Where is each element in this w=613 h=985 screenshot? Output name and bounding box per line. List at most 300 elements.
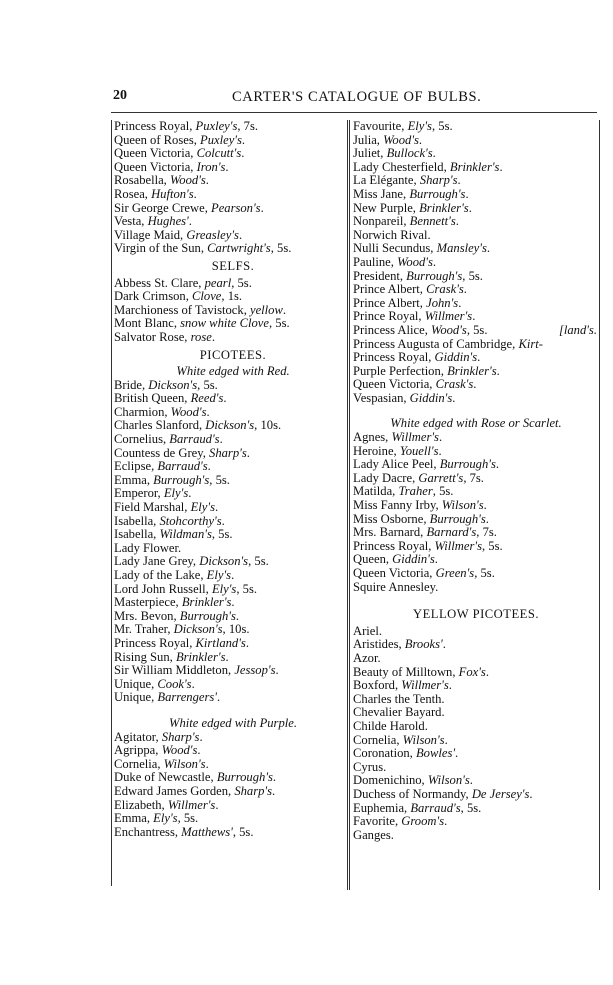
list-item	[353, 458, 599, 472]
grower-name: Burrough's	[429, 511, 486, 526]
grower-name: Puxley's	[195, 119, 238, 133]
variety-name: Unique,	[114, 690, 158, 705]
variety-name: Rosabella,	[114, 173, 170, 188]
grower-name: Bullock's	[386, 146, 433, 161]
list-item	[353, 365, 599, 379]
price: .	[272, 770, 277, 785]
variety-name: Favourite,	[353, 119, 408, 133]
price: .	[191, 676, 195, 691]
price: .	[444, 814, 448, 829]
grower-name: Ely's	[163, 486, 189, 501]
variety-name: Matilda,	[353, 484, 399, 499]
list-item	[353, 638, 599, 652]
variety-name: Prince Albert,	[353, 282, 427, 297]
price: .	[272, 783, 276, 798]
variety-name: Isabella,	[114, 513, 160, 528]
list-item	[353, 679, 599, 693]
list-item	[353, 202, 599, 216]
left-column	[111, 120, 352, 886]
list-item	[353, 310, 599, 324]
variety-name: Ganges.	[353, 827, 394, 842]
variety-name: Beauty of Milltown,	[353, 664, 459, 679]
list-item	[114, 147, 352, 161]
list-item	[353, 802, 599, 816]
list-item	[353, 188, 599, 202]
variety-name: Domenichino,	[353, 773, 428, 788]
variety-name: Unique,	[114, 676, 158, 691]
list-item	[353, 553, 599, 567]
variety-name: Lady of the Lake,	[114, 568, 207, 582]
price: .	[241, 146, 245, 161]
list-item	[353, 693, 599, 707]
list-item	[353, 567, 599, 581]
grower-name: Ely's	[407, 119, 432, 133]
price: .	[225, 159, 229, 174]
price: .	[529, 786, 533, 801]
price: .	[448, 678, 452, 693]
grower-name: Willmer's	[401, 678, 449, 693]
variety-name: Village Maid,	[114, 227, 187, 242]
list-item	[114, 731, 352, 745]
grower-name: Wood's	[170, 404, 207, 419]
price: , 5s.	[231, 275, 252, 290]
spacer	[353, 405, 599, 415]
price: .	[193, 186, 197, 201]
grower-name: Burrough's	[439, 457, 496, 472]
list-item	[353, 324, 599, 338]
list-item	[353, 581, 599, 595]
price: .	[457, 173, 461, 188]
price: .	[282, 302, 287, 317]
variety-name: Dark Crimson,	[114, 289, 193, 304]
list-item	[114, 528, 352, 542]
price: .	[245, 635, 249, 650]
grower-name: Ely's	[211, 581, 237, 596]
list-item	[114, 691, 352, 705]
variety-name: Coronation,	[353, 746, 416, 761]
price: .	[207, 459, 211, 474]
spacer	[353, 594, 599, 604]
variety-name: Vesta,	[114, 214, 148, 229]
variety-name: Cyrus.	[353, 759, 387, 774]
list-item	[353, 761, 599, 775]
price: .	[241, 132, 246, 147]
list-item	[114, 799, 352, 813]
variety-name: Pauline,	[353, 254, 398, 269]
variety-name: Mr. Traher,	[114, 622, 174, 637]
list-item	[353, 788, 599, 802]
variety-name: Lady Flower.	[114, 540, 182, 555]
grower-name: Crask's	[435, 377, 474, 392]
list-item	[114, 826, 352, 840]
grower-name: Brinkler's	[181, 595, 232, 610]
list-item	[114, 487, 352, 501]
list-item	[353, 513, 599, 527]
grower-name: Iron's	[196, 159, 226, 174]
grower-name: Kirtland's	[195, 635, 246, 650]
grower-name: Wood's	[431, 322, 467, 337]
variety-name: Virgin of the Sun,	[114, 241, 208, 256]
variety-name: Lord John Russell,	[114, 581, 212, 596]
variety-name: Prince Royal,	[353, 309, 425, 324]
variety-name: Princess Royal,	[353, 350, 435, 365]
grower-name: Dickson's	[205, 418, 255, 433]
variety-name: Agnes,	[353, 430, 392, 445]
grower-name: Hufton's	[151, 186, 194, 201]
grower-name: Mansley's	[436, 241, 487, 256]
variety-name: Lady Jane Grey,	[114, 554, 200, 569]
grower-name: Hughes'	[147, 214, 189, 229]
price: .	[452, 390, 456, 405]
price: .	[486, 241, 491, 256]
variety-name: Nulli Secundus,	[353, 241, 437, 256]
variety-name: Cornelia,	[114, 756, 164, 771]
variety-name: Julia,	[353, 132, 384, 147]
list-item	[114, 392, 352, 406]
list-item	[353, 747, 599, 761]
grower-name: Jessop's	[234, 663, 276, 678]
grower-name: Cook's	[157, 676, 192, 691]
grower-name: Groom's	[401, 814, 445, 829]
list-item	[114, 744, 352, 758]
variety-name: Duke of Newcastle,	[114, 770, 217, 785]
price: .	[275, 663, 279, 678]
list-item	[353, 161, 599, 175]
list-item	[353, 720, 599, 734]
variety-name: Nonpareil,	[353, 214, 410, 229]
grower-name: John's	[426, 295, 459, 310]
list-item	[114, 120, 352, 134]
list-item	[353, 134, 599, 148]
variety-name: Enchantress,	[114, 824, 182, 839]
price: .	[438, 430, 443, 445]
list-item	[114, 623, 352, 637]
list-item	[114, 277, 352, 291]
grower-name: Sharp's	[234, 783, 272, 798]
price: .	[455, 746, 459, 761]
list-item	[114, 555, 352, 569]
grower-name: Wood's	[161, 743, 198, 758]
variety-name: Sir William Middleton,	[114, 663, 235, 678]
list-item	[353, 706, 599, 720]
price: .	[188, 214, 192, 229]
price: .	[216, 690, 221, 705]
variety-name: Lady Dacre,	[353, 470, 419, 485]
list-item	[353, 829, 599, 843]
grower-name: Fox's	[458, 664, 486, 679]
variety-name: Miss Jane,	[353, 186, 410, 201]
list-item	[353, 174, 599, 188]
list-item	[353, 392, 599, 406]
variety-name: New Purple,	[353, 200, 420, 215]
list-item	[114, 447, 352, 461]
list-item	[353, 297, 599, 311]
price: .	[463, 282, 467, 297]
grower-name: Brinkler's	[175, 649, 226, 664]
list-item	[114, 215, 352, 229]
variety-name: Boxford,	[353, 678, 402, 693]
list-item	[114, 331, 352, 345]
price: .	[231, 595, 235, 610]
variety-name: Cornelia,	[353, 732, 403, 747]
variety-name: Mrs. Barnard,	[353, 525, 427, 540]
continuation-note: [land's.	[558, 322, 597, 337]
right-column	[347, 120, 600, 890]
grower-name: Wilson's	[402, 732, 445, 747]
variety-name: Agitator,	[114, 729, 162, 744]
variety-name: British Queen,	[114, 391, 191, 406]
spacer	[114, 705, 352, 715]
variety-name: Cornelius,	[114, 432, 170, 447]
price: .	[499, 159, 503, 174]
variety-name: Lady Chesterfield,	[353, 159, 450, 174]
list-item	[114, 771, 352, 785]
price: , 5s.	[431, 119, 453, 133]
variety-name: Chevalier Bayard.	[353, 705, 445, 720]
price: , 10s.	[254, 418, 282, 433]
price: .	[215, 500, 219, 515]
list-item	[114, 134, 352, 148]
section-heading: YELLOW PICOTEES.	[413, 607, 539, 622]
variety-name: Miss Fanny Irby,	[353, 498, 442, 513]
grower-name: Barrengers'	[157, 690, 217, 705]
variety-name: Salvator Rose,	[114, 329, 191, 344]
list-item	[353, 445, 599, 459]
list-item	[114, 583, 352, 597]
list-item	[114, 202, 352, 216]
variety-name: Rising Sun,	[114, 649, 176, 664]
list-item	[353, 120, 599, 134]
grower-name: Ely's	[153, 811, 178, 826]
list-item	[114, 242, 352, 256]
price: , 7s.	[463, 470, 484, 485]
price: .	[219, 432, 223, 447]
price: , 5s.	[474, 566, 495, 580]
grower-name: Willmer's	[167, 797, 216, 812]
price: , 5s.	[232, 824, 254, 839]
variety-name: Queen,	[353, 552, 393, 567]
variety-name: Princess Alice,	[353, 322, 431, 337]
list-item	[353, 734, 599, 748]
grower-name: Burrough's	[409, 186, 466, 201]
variety-name: Princess Royal,	[353, 538, 435, 553]
list-item	[353, 283, 599, 297]
list-item	[353, 540, 599, 554]
grower-name: Wilson's	[163, 756, 206, 771]
list-item	[353, 229, 599, 243]
grower-name: Cartwright's	[207, 241, 271, 256]
list-item	[353, 338, 599, 352]
price: .	[485, 511, 489, 526]
grower-name: Green's	[435, 566, 475, 580]
grower-name: Wood's	[397, 254, 433, 269]
list-item	[353, 351, 599, 365]
price: , 7s.	[237, 119, 259, 133]
price: .	[458, 295, 462, 310]
variety-name: Charles Slanford,	[114, 418, 206, 433]
list-item	[353, 215, 599, 229]
grower-name: Ely's	[206, 568, 232, 582]
variety-name: Duchess of Normandy,	[353, 786, 472, 801]
list-item	[114, 474, 352, 488]
variety-name: Mont Blanc,	[114, 316, 181, 331]
price: .	[205, 756, 209, 771]
price: .	[469, 773, 473, 788]
variety-name: Sir George Crewe,	[114, 200, 211, 215]
list-item	[353, 472, 599, 486]
list-item	[114, 379, 352, 393]
grower-name: De Jersey's	[471, 786, 530, 801]
grower-name: Burrough's	[406, 268, 463, 283]
variety-name: Emma,	[114, 811, 154, 826]
grower-name: Ely's	[190, 500, 215, 515]
grower-name: Puxley's	[200, 132, 242, 147]
list-item	[114, 651, 352, 665]
variety-name: Abbess St. Clare,	[114, 275, 205, 290]
price: , 5s.	[236, 581, 257, 596]
list-item	[353, 431, 599, 445]
price: .	[496, 363, 500, 378]
price: , 5s.	[462, 268, 483, 283]
price: .	[206, 404, 210, 419]
list-item	[353, 147, 599, 161]
variety-name: Emperor,	[114, 486, 164, 501]
list-item	[114, 304, 352, 318]
grower-name: Stohcorthy's	[159, 513, 222, 528]
price: , 5s.	[270, 241, 292, 256]
price: , 1s.	[221, 289, 243, 304]
price: .	[418, 132, 423, 147]
price: , 5s.	[432, 484, 454, 499]
grower-name: Garrett's	[418, 470, 464, 485]
variety-name: Elizabeth,	[114, 797, 168, 812]
price: , 5s.	[248, 554, 269, 569]
list-item	[353, 256, 599, 270]
list-item	[114, 419, 352, 433]
grower-name: Pearson's	[211, 200, 261, 215]
price: .	[432, 146, 436, 161]
variety-name: Ariel.	[353, 623, 383, 638]
price: .	[472, 309, 476, 324]
variety-name: Aristides,	[353, 637, 405, 652]
list-item	[114, 174, 352, 188]
section-heading: SELFS.	[211, 258, 255, 273]
variety-name: Agrippa,	[114, 743, 162, 758]
grower-name: Burrough's	[216, 770, 273, 785]
variety-name: Favorite,	[353, 814, 402, 829]
page-title: CARTER'S CATALOGUE OF BULBS.	[232, 89, 482, 105]
grower-name: Sharp's	[161, 729, 200, 744]
price: .	[483, 498, 487, 513]
variety-name: Azor.	[353, 650, 381, 665]
price: .	[215, 797, 219, 812]
price: .	[495, 457, 499, 472]
price: .	[231, 568, 235, 582]
variety-name: Queen Victoria,	[114, 159, 197, 174]
variety-name: Princess Royal,	[114, 119, 196, 133]
list-item	[353, 815, 599, 829]
list-item	[114, 664, 352, 678]
grower-name: Giddin's	[392, 552, 435, 567]
list-item	[353, 378, 599, 392]
price: .	[246, 445, 250, 460]
list-item	[114, 569, 352, 583]
variety-name: Juliet,	[353, 146, 387, 161]
grower-name: Brinkler's	[449, 159, 500, 174]
variety-name: Isabella,	[114, 527, 160, 542]
price: .	[188, 486, 192, 501]
price: .	[235, 608, 240, 623]
grower-name: Brinkler's	[419, 200, 469, 215]
grower-name: Wilson's	[441, 498, 484, 513]
price: , 7s.	[476, 525, 497, 540]
list-item	[114, 406, 352, 420]
grower-name: Traher	[398, 484, 433, 499]
grower-name: pearl	[204, 275, 232, 290]
variety-name: Countess de Grey,	[114, 445, 210, 460]
list-item	[114, 460, 352, 474]
grower-name: Barraud's	[410, 800, 461, 815]
list-item	[114, 161, 352, 175]
list-item	[114, 610, 352, 624]
price: .	[238, 227, 243, 242]
grower-name: Sharp's	[209, 445, 247, 460]
page-number: 20	[113, 88, 127, 103]
list-item	[353, 485, 599, 499]
grower-name: Kirt-	[518, 336, 543, 351]
variety-name: La Elégante,	[353, 173, 420, 188]
variety-name: Eclipse,	[114, 459, 158, 474]
grower-name: Brinkler's	[447, 363, 497, 378]
price: .	[485, 664, 489, 679]
variety-name: Rosea,	[114, 186, 152, 201]
price: .	[223, 391, 227, 406]
variety-name: Charles the Tenth.	[353, 691, 445, 706]
price: , 10s.	[222, 622, 250, 637]
grower-name: Giddin's	[409, 390, 453, 405]
grower-name: Clove	[192, 289, 222, 304]
list-item	[114, 433, 352, 447]
grower-name: Giddin's	[434, 350, 478, 365]
price: .	[438, 443, 442, 458]
variety-name: Charmion,	[114, 404, 171, 419]
grower-name: Barnard's	[426, 525, 477, 540]
list-item	[353, 652, 599, 666]
variety-name: Queen Victoria,	[114, 146, 197, 161]
grower-name: Greasley's	[186, 227, 239, 242]
variety-name: Lady Alice Peel,	[353, 457, 440, 472]
price: .	[477, 350, 481, 365]
price: , 5s.	[466, 322, 488, 337]
list-item	[353, 666, 599, 680]
list-item	[114, 229, 352, 243]
list-item	[114, 812, 352, 826]
list-item	[114, 188, 352, 202]
grower-name: Burrough's	[153, 472, 210, 487]
list-item	[353, 270, 599, 284]
subsection-heading: White edged with Red.	[176, 364, 290, 379]
list-item	[353, 625, 599, 639]
variety-name: Queen of Roses,	[114, 132, 201, 147]
list-item	[114, 678, 352, 692]
list-item	[114, 501, 352, 515]
variety-name: Princess Royal,	[114, 635, 196, 650]
price: .	[468, 200, 472, 215]
grower-name: Wood's	[383, 132, 419, 147]
variety-name: Queen Victoria,	[353, 566, 436, 580]
grower-name: yellow	[250, 302, 283, 317]
grower-name: Dickson's	[199, 554, 249, 569]
